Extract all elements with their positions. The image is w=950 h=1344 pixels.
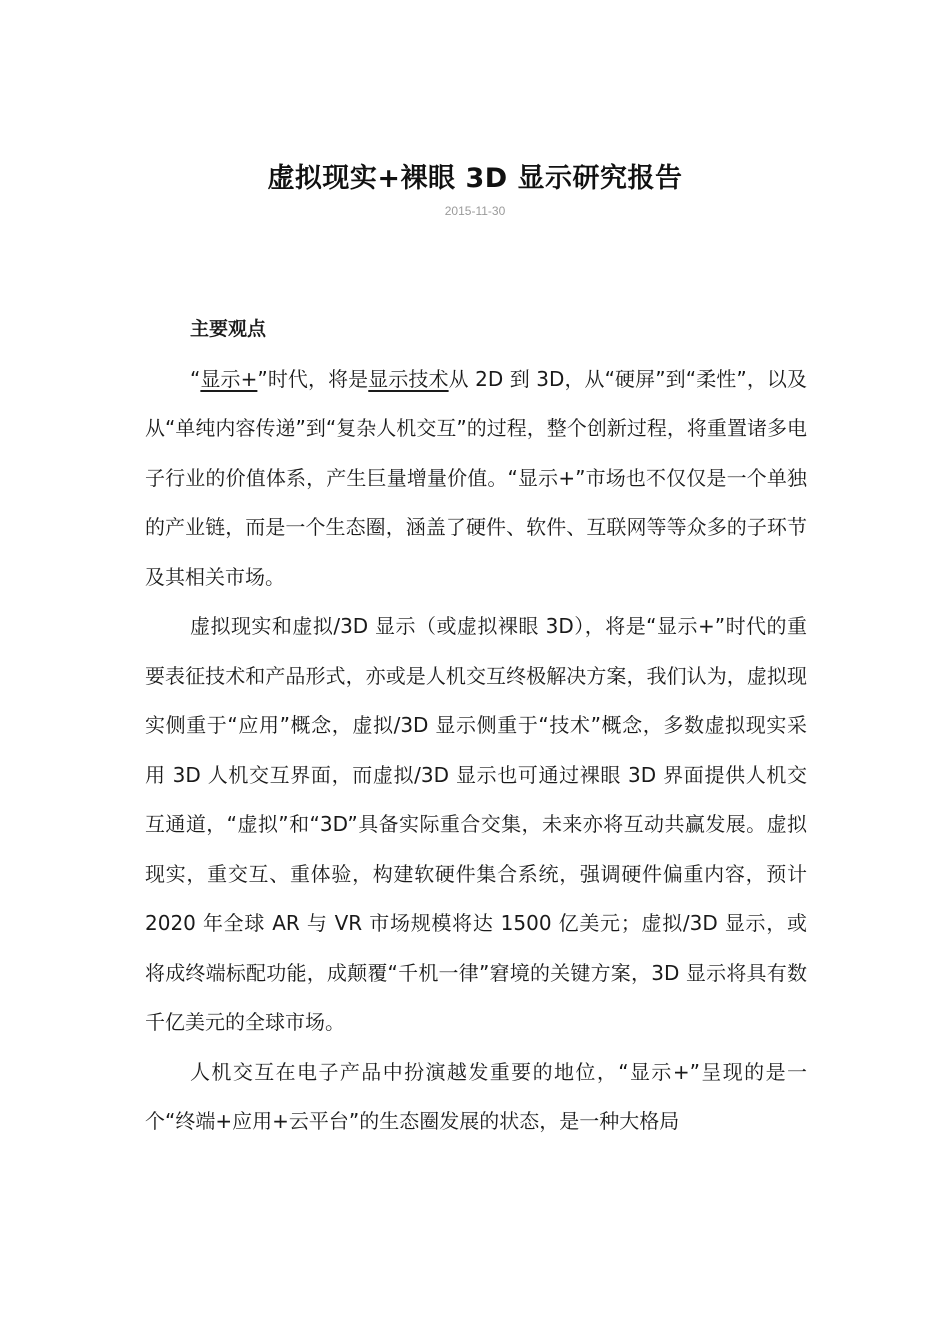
publish-date: 2015-11-30	[444, 204, 506, 218]
paragraph-3: 人机交互在电子产品中扮演越发重要的地位，“显示+”呈现的是一个“终端+应用+云平台”的生态圈发展的状态，是一种大格局	[145, 1059, 807, 1133]
quote-open: “	[190, 366, 201, 391]
paragraph-2: 虚拟现实和虚拟/3D 显示（或虚拟裸眼 3D），将是“显示+”时代的重要表征技术和产品形式，亦或是人机交互终极解决方案，我们认为，虚拟现实侧重于“应用”概念，虚拟/3D 显示侧重于“技术”概念，多数虚拟现实采用 3D 人机交互界面，而虚拟/3D 显示也可通过裸眼 3D 界面提供人机交互通道，“虚拟”和“3D”具备实际重合交集，未来亦将互动共赢发展。虚拟现实，重交互、重体验，构建软硬件集合系统，强调硬件偏重内容，预计 2020 年全球 AR 与 VR 市场规模将达 1500 亿美元；虚拟/3D 显示，或将成终端标配功能，成颠覆“千机一律”窘境的关键方案，3D 显示将具有数千亿美元的全球市场。	[145, 614, 807, 1034]
paragraph-1-text-b: 从 2D 到 3D，从“硬屏”到“柔性”，以及从“单纯内容传递”到“复杂人机交互”的过程，整个创新过程，将重置诸多电子行业的价值体系，产生巨量增量价值。“显示+”市场也不仅仅是一个单独的产业链，而是一个生态圈，涵盖了硬件、软件、互联网等等众多的子环节及其相关市场。	[145, 366, 807, 589]
paragraph-1-text-a: ”时代，将是	[257, 366, 369, 391]
link-display-plus[interactable]: 显示+	[200, 366, 258, 391]
section-heading: 主要观点	[190, 318, 267, 340]
page-title: 虚拟现实+裸眼 3D 显示研究报告	[267, 163, 683, 194]
paragraph-1	[145, 355, 807, 603]
article-body	[145, 305, 807, 1147]
link-display-tech[interactable]: 显示技术	[368, 366, 449, 391]
